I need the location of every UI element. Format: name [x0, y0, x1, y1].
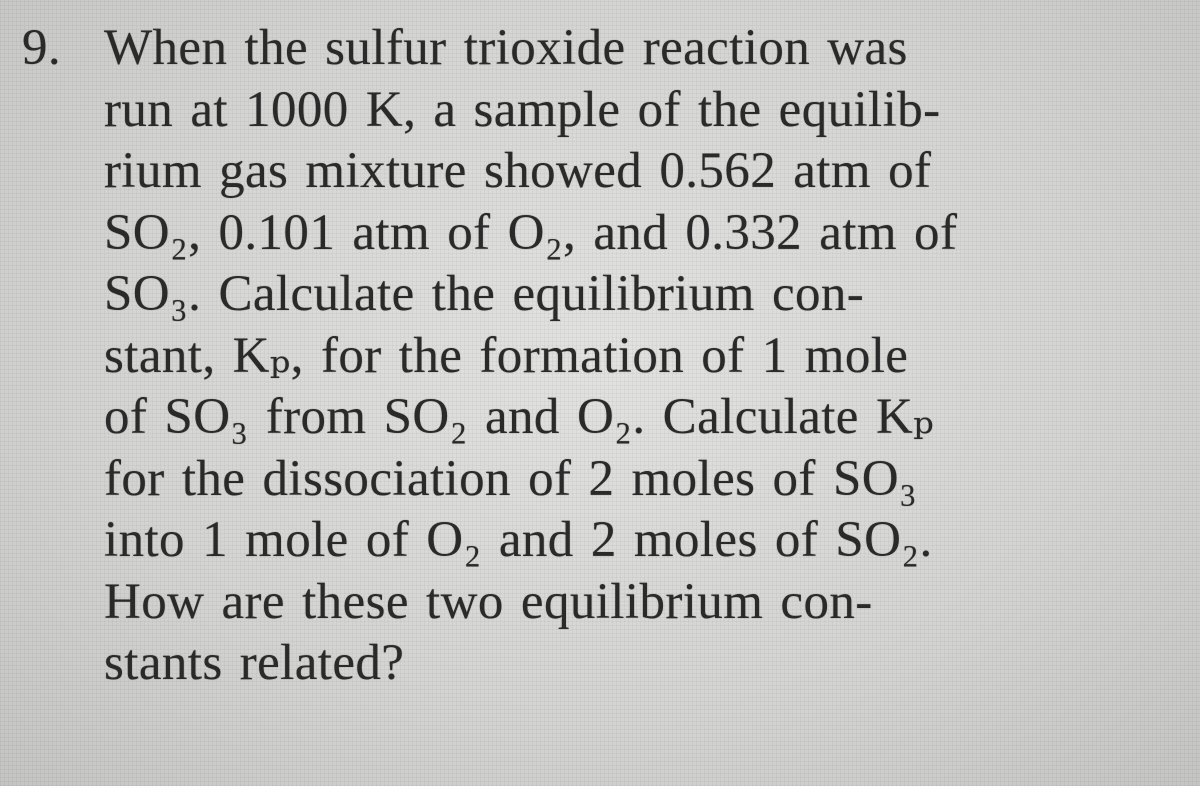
- problem-line: run at 1000 K, a sample of the equilib-: [104, 81, 941, 138]
- problem-line: stant, Kₚ, for the formation of 1 mole: [104, 327, 909, 384]
- problem-line: [22, 18, 1182, 80]
- problem-line: How are these two equilibrium con-: [104, 573, 873, 630]
- problem-9: [22, 18, 1182, 695]
- problem-line: of SO₃ from SO₂ and O₂. Calculate Kₚ: [104, 389, 935, 445]
- problem-line: for the dissociation of 2 moles of SO₃: [104, 450, 918, 507]
- problem-line: SO₃. Calculate the equilibrium con-: [104, 266, 865, 322]
- problem-number: 9.: [22, 20, 62, 76]
- problem-line-text: When the sulfur trioxide reaction was: [104, 20, 908, 76]
- problem-line: stants related?: [104, 635, 405, 691]
- problem-line: rium gas mixture showed 0.562 atm of: [104, 143, 932, 199]
- problem-line: into 1 mole of O₂ and 2 moles of SO₂.: [104, 512, 933, 568]
- problem-line: SO₂, 0.101 atm of O₂, and 0.332 atm of: [104, 204, 958, 261]
